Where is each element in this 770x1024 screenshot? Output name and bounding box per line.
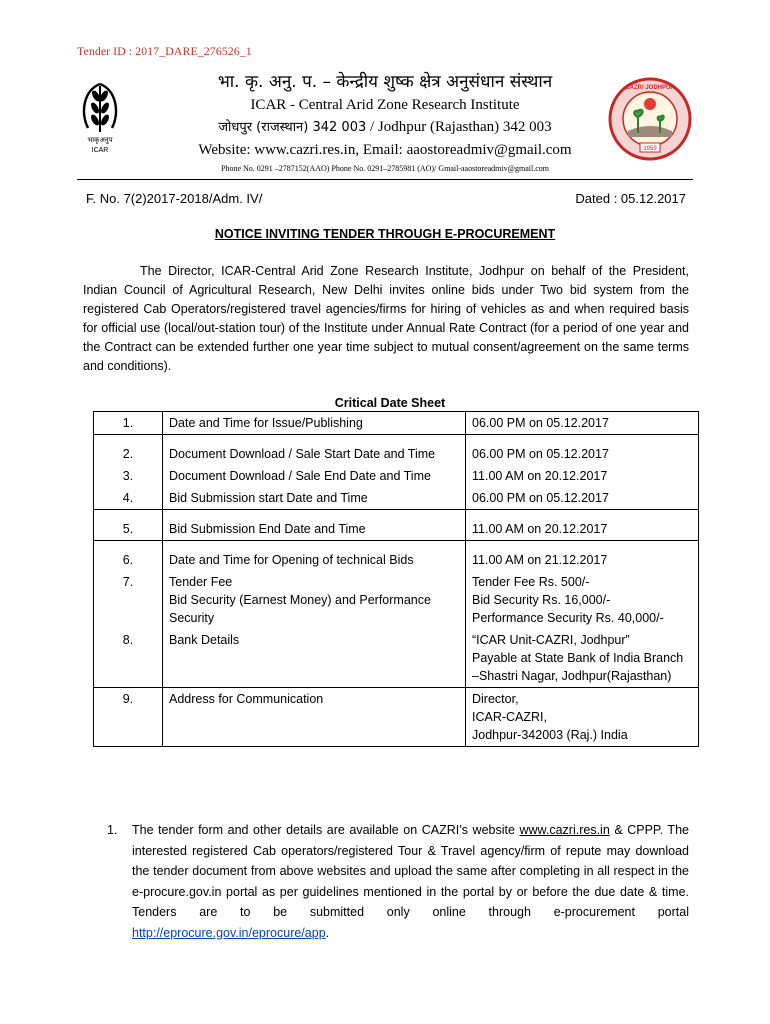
critical-date-sheet-title: Critical Date Sheet xyxy=(334,396,446,410)
note-item xyxy=(107,820,689,943)
row-item: Bank Details xyxy=(163,629,466,688)
row-number: 4. xyxy=(94,487,163,510)
address-english: / Jodhpur (Rajasthan) 342 003 xyxy=(370,119,552,135)
row-number: 7. xyxy=(94,571,163,629)
note-text-a: The tender form and other details are available on CAZRI’s website xyxy=(132,823,520,837)
row-value: Tender Fee Rs. 500/- Bid Security Rs. 16,000/- Performance Security Rs. 40,000/- xyxy=(466,571,699,629)
file-number: F. No. 7(2)2017-2018/Adm. IV/ xyxy=(86,191,263,206)
phone-numbers: Phone No. 0291 –2787152(AAO) Phone No. 0291–2785981 (AO)/ Gmail-aaostoreadmiv@gmail.com xyxy=(221,164,549,173)
row-value: “ICAR Unit-CAZRI, Jodhpur” Payable at State Bank of India Branch –Shastri Nagar, Jodhpur(Rajasthan) xyxy=(466,629,699,688)
header-divider xyxy=(77,179,693,180)
note-text-c: . xyxy=(325,925,330,940)
institute-title: ICAR - Central Arid Zone Research Institute xyxy=(250,97,520,113)
row-value: 11.00 AM on 20.12.2017 xyxy=(466,465,699,487)
row-value: Director, ICAR-CAZRI, Jodhpur-342003 (Raj.) India xyxy=(466,688,699,747)
wheat-emblem-icon xyxy=(70,76,130,156)
row-item: Date and Time for Opening of technical Bids xyxy=(163,541,466,572)
icar-logo xyxy=(70,76,130,156)
row-value: 11.00 AM on 20.12.2017 xyxy=(466,510,699,541)
row-item: Tender Fee Bid Security (Earnest Money) and Performance Security xyxy=(163,571,466,629)
table-row xyxy=(94,487,699,510)
note-text-b: & CPPP. The interested registered Cab operators/registered Tour & Travel agency/firm of repute may download the tender document from above websites and upload the same after completing in all respect in the e-procure.gov.in portal as per guidelines mentioned in the portal by or before the due date & time. Tenders are to be submitted only online through e-procurement portal xyxy=(132,823,689,919)
row-number: 2. xyxy=(94,435,163,466)
row-item: Date and Time for Issue/Publishing xyxy=(163,412,466,435)
letterhead xyxy=(140,70,630,175)
row-item: Document Download / Sale Start Date and Time xyxy=(163,435,466,466)
row-number: 3. xyxy=(94,465,163,487)
icar-logo-label: ICAR xyxy=(91,147,109,154)
table-row xyxy=(94,465,699,487)
icar-logo-hindi: भाकृअनुप xyxy=(87,136,113,144)
intro-paragraph: The Director, ICAR-Central Arid Zone Research Institute, Jodhpur on behalf of the President, Indian Council of Agricultural Research, New Delhi invites online bids under Two bid system from the registered Cab Operators/registered travel agencies/firms for hiring of vehicles as and when required basis for official use (local/out-station tour) of the Institute under Annual Rate Contract (for a period of one year and the Contract can be extended further one year time subject to mutual consent/agreement on the same terms and conditions). xyxy=(83,264,689,373)
seal-ring-text: CAZRI JODHPUR xyxy=(625,85,675,91)
row-number: 5. xyxy=(94,510,163,541)
dated: Dated : 05.12.2017 xyxy=(575,191,686,206)
seal-year: 1959 xyxy=(643,146,657,152)
table-row xyxy=(94,435,699,466)
cazri-website-link[interactable]: www.cazri.res.in xyxy=(519,823,610,837)
row-item: Bid Submission start Date and Time xyxy=(163,487,466,510)
website-email: Website: www.cazri.res.in, Email: aaostoreadmiv@gmail.com xyxy=(198,142,572,158)
row-value: 06.00 PM on 05.12.2017 xyxy=(466,487,699,510)
row-number: 9. xyxy=(94,688,163,747)
row-value: 06.00 PM on 05.12.2017 xyxy=(466,435,699,466)
table-row xyxy=(94,510,699,541)
eprocure-portal-link[interactable]: http://eprocure.gov.in/eprocure/app xyxy=(132,925,326,940)
row-value: 06.00 PM on 05.12.2017 xyxy=(466,412,699,435)
row-value: 11.00 AM on 21.12.2017 xyxy=(466,541,699,572)
row-item: Document Download / Sale End Date and Time xyxy=(163,465,466,487)
note-number: 1. xyxy=(107,823,118,837)
notes-list xyxy=(107,820,689,943)
row-number: 6. xyxy=(94,541,163,572)
row-item: Address for Communication xyxy=(163,688,466,747)
table-row xyxy=(94,629,699,688)
notice-title: NOTICE INVITING TENDER THROUGH E-PROCUREMENT xyxy=(214,227,556,241)
institute-address xyxy=(140,116,630,139)
critical-date-table xyxy=(93,411,699,747)
table-row xyxy=(94,412,699,435)
table-row xyxy=(94,571,699,629)
row-number: 1. xyxy=(94,412,163,435)
table-row xyxy=(94,688,699,747)
address-hindi: जोधपुर (राजस्थान) 342 003 xyxy=(218,120,367,135)
row-item: Bid Submission End Date and Time xyxy=(163,510,466,541)
tender-id: Tender ID : 2017_DARE_276526_1 xyxy=(77,44,252,58)
row-number: 8. xyxy=(94,629,163,688)
table-row xyxy=(94,541,699,572)
hindi-institute-title: भा. कृ. अनु. प. – केन्द्रीय शुष्क क्षेत्र अनुसंधान संस्थान xyxy=(217,72,553,92)
